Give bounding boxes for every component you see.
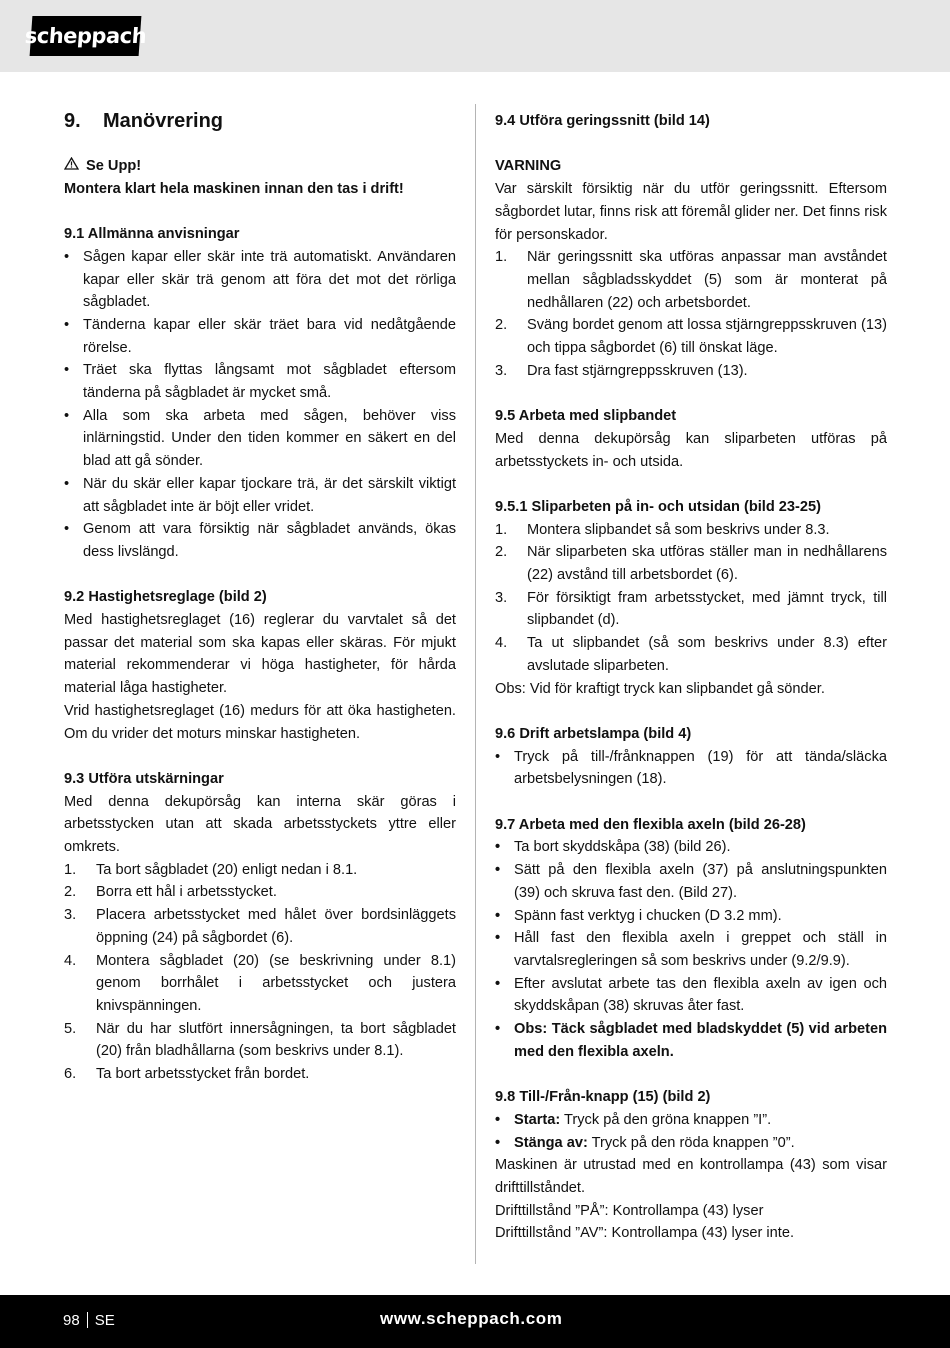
list-item-obs: • Obs: Täck sågbladet med bladskyddet (5) vid arbeten med den flexibla axeln. (495, 1018, 887, 1063)
s93-heading: 9.3 Utföra utskärningar (64, 770, 224, 787)
s91-heading: 9.1 Allmänna anvisningar (64, 226, 240, 243)
list-item: • När du skär eller kapar tjockare trä, är det särskilt viktigt att sågbladet inte är böjt eller vridet. (64, 473, 456, 518)
list-item: 2. När sliparbeten ska utföras ställer man in nedhållarens (22) avstånd till arbetsbordet (6). (495, 544, 887, 584)
s94-list (495, 246, 887, 382)
warning-triangle-icon (64, 155, 80, 178)
list-item: • Ta bort skyddskåpa (38) (bild 26). (495, 836, 887, 859)
list-item: 1. Montera slipbandet så som beskrivs under 8.3. (495, 521, 830, 538)
s951-obs: Obs: Vid för kraftigt tryck kan slipbandet gå sönder. (495, 680, 825, 697)
list-item: • Håll fast den flexibla axeln i greppet och ställ in varvtalsregleringen så som beskrivs under (9.2/9.9). (495, 927, 887, 972)
list-item: 1. Ta bort sågbladet (20) enligt nedan i 8.1. (64, 861, 358, 878)
s97-heading: 9.7 Arbeta med den flexibla axeln (bild 26-28) (495, 816, 806, 833)
list-item: • Träet ska flyttas långsamt mot sågbladet eftersom tänderna på sågbladet är mycket små. (64, 359, 456, 404)
s96-list (495, 746, 887, 791)
footer-separator (87, 1312, 88, 1328)
s97-list (495, 836, 887, 1063)
list-item: 5. När du har slutfört innersågningen, ta bort sågbladet (20) från bladhållarna (som beskrivs under 8.1). (64, 1020, 456, 1060)
s951-heading: 9.5.1 Sliparbeten på in- och utsidan (bild 23-25) (495, 498, 821, 515)
list-item: • Sågen kapar eller skär inte trä automatiskt. Användaren kapar eller skär trä genom att föra det mot det rörliga sågbladet. (64, 246, 456, 314)
s93-intro: Med denna dekupörsåg kan interna skär göras i arbetsstycken utan att skada arbetsstyckets yttre eller omkrets. (64, 793, 456, 856)
s98-paragraph: Drifttillstånd ”PÅ”: Kontrollampa (43) lyser (495, 1202, 764, 1219)
list-item: • Tänderna kapar eller skär träet bara vid nedåtgående rörelse. (64, 314, 456, 359)
language-code: SE (94, 1312, 115, 1329)
left-column (64, 110, 456, 1086)
list-item: • Efter avslutat arbete tas den flexibla axeln av igen och skyddskåpan (38) skruvas åter fast. (495, 973, 887, 1018)
list-item: 3. Placera arbetsstycket med hålet över bordsinläggets öppning (24) på sågbordet (6). (64, 907, 456, 946)
list-item-stop: • Stänga av: Tryck på den röda knappen ”0”. (495, 1132, 887, 1155)
right-column (495, 110, 887, 1245)
footer-url: www.scheppach.com (380, 1309, 563, 1328)
caution-label: Se Upp! (86, 158, 142, 174)
list-item: 4. Ta ut slipbandet (så som beskrivs under 8.3) efter avslutade sliparbeten. (495, 635, 887, 674)
section-title (64, 110, 456, 155)
list-item: 1. När geringssnitt ska utföras anpassar man avståndet mellan sågbladsskyddet (5) som är monterat på nedhållaren (22) och arbetsbordet. (495, 249, 887, 311)
list-item: • Spänn fast verktyg i chucken (D 3.2 mm). (495, 905, 887, 928)
s92-paragraph: Vrid hastighetsreglaget (16) medurs för att öka hastigheten. Om du vrider det moturs minskar hastigheten. (64, 702, 456, 742)
list-item-start: • Starta: Tryck på den gröna knappen ”I”. (495, 1109, 887, 1132)
page-footer (0, 1295, 950, 1348)
page-header (0, 0, 950, 72)
page-info (63, 1312, 115, 1329)
list-item: • Sätt på den flexibla axeln (37) på anslutningspunkten (39) och skruva fast den. (Bild 27). (495, 859, 887, 904)
list-item: • Alla som ska arbeta med sågen, behöver viss inlärningstid. Under den tiden kommer en säkert en del blad att gå sönder. (64, 405, 456, 473)
list-item: 2. Sväng bordet genom att lossa stjärngreppsskruven (13) och tippa sågbordet (6) till önskat läge. (495, 317, 887, 357)
s98-paragraph: Drifttillstånd ”AV”: Kontrollampa (43) lyser inte. (495, 1225, 795, 1242)
warning-label: VARNING (495, 158, 562, 175)
s91-list (64, 246, 456, 564)
caution-text: Montera klart hela maskinen innan den tas i drift! (64, 180, 404, 197)
list-item: • Genom att vara försiktig när sågbladet används, ökas dess livslängd. (64, 518, 456, 563)
caution-heading (64, 155, 456, 178)
s96-heading: 9.6 Drift arbetslampa (bild 4) (495, 725, 692, 742)
scheppach-logo: scheppach (30, 16, 142, 56)
section-title-text: Manövrering (103, 110, 224, 132)
list-item: 2. Borra ett hål i arbetsstycket. (64, 884, 277, 901)
column-divider (475, 104, 476, 1264)
s98-list (495, 1109, 887, 1154)
list-item: • Tryck på till-/frånknappen (19) för att tända/släcka arbetsbelysningen (18). (495, 746, 887, 791)
s93-list (64, 859, 456, 1086)
list-item: 3. Dra fast stjärngreppsskruven (13). (495, 362, 748, 379)
list-item: 6. Ta bort arbetsstycket från bordet. (64, 1066, 310, 1083)
list-item: 3. För försiktigt fram arbetsstycket, med jämnt tryck, till slipbandet (d). (495, 589, 887, 629)
s92-heading: 9.2 Hastighetsreglage (bild 2) (64, 589, 267, 606)
s98-paragraph: Maskinen är utrustad med en kontrollampa (43) som visar drifttillståndet. (495, 1157, 887, 1196)
list-item: 4. Montera sågbladet (20) (se beskrivning under 8.1) genom borrhålet i arbetsstycket och justera knivspänningen. (64, 952, 456, 1014)
s92-paragraph: Med hastighetsreglaget (16) reglerar du varvtalet så det passar det material som ska kapas eller skäras. För mjukt material rekommenderar vi höga hastigheter, för hårda material låga hastigheter. (64, 612, 456, 697)
page-number: 98 (63, 1312, 80, 1329)
s98-heading: 9.8 Till-/Från-knapp (15) (bild 2) (495, 1089, 711, 1106)
s95-heading: 9.5 Arbeta med slipbandet (495, 408, 677, 425)
section-number: 9. (64, 110, 81, 132)
s94-heading: 9.4 Utföra geringssnitt (bild 14) (495, 113, 710, 129)
s951-list (495, 519, 887, 678)
s95-paragraph: Med denna dekupörsåg kan sliparbeten utföras på arbetsstyckets in- och utsida. (495, 430, 887, 470)
s94-paragraph: Var särskilt försiktig när du utför geringssnitt. Eftersom sågbordet lutar, finns risk att föremål glider ner. Det finns risk för personskador. (495, 181, 887, 243)
